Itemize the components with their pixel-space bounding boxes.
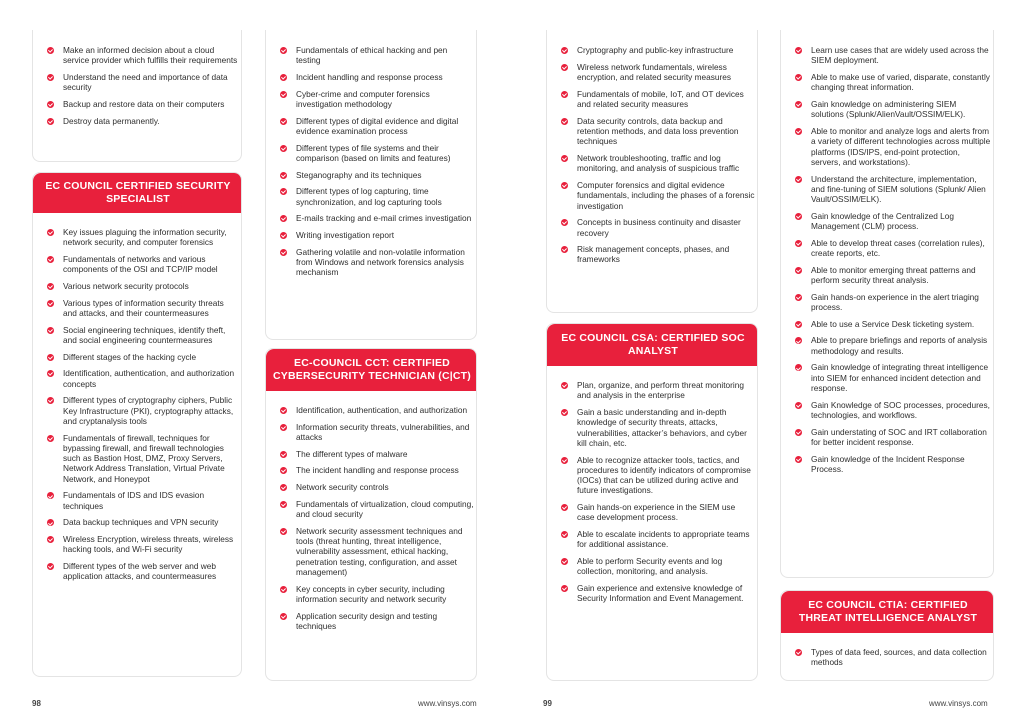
list-item — [266, 170, 474, 180]
csa-header: EC COUNCIL CSA: CERTIFIED SOC ANALYST — [547, 324, 758, 366]
list-item — [547, 502, 755, 523]
check-bullet-icon — [280, 172, 287, 179]
list-item-text: Fundamentals of IDS and IDS evasion techniques — [63, 490, 205, 511]
check-bullet-icon — [280, 91, 287, 98]
list-item-text: Types of data feed, sources, and data collection methods — [811, 647, 987, 668]
list-item — [266, 89, 474, 110]
list-item — [33, 433, 238, 484]
list-item-text: Fundamentals of ethical hacking and pen testing — [296, 45, 448, 66]
list-item-text: Gain a basic understanding and in-depth knowledge of security threats, attacks, vulnerabilities, attacker’s behaviors, and cyber kill chain, etc. — [577, 406, 747, 448]
list-item — [547, 583, 755, 604]
check-bullet-icon — [795, 429, 802, 436]
check-bullet-icon — [561, 91, 568, 98]
check-bullet-icon — [280, 47, 287, 54]
check-bullet-icon — [795, 74, 802, 81]
check-bullet-icon — [280, 528, 287, 535]
check-bullet-icon — [280, 586, 287, 593]
list-item — [266, 230, 474, 240]
check-bullet-icon — [280, 407, 287, 414]
list-item-text: Able to make use of varied, disparate, constantly changing threat information. — [811, 71, 990, 93]
check-bullet-icon — [561, 382, 568, 389]
check-bullet-icon — [795, 128, 802, 135]
list-item-text: Different stages of the hacking cycle — [63, 351, 197, 362]
check-bullet-icon — [280, 118, 287, 125]
list-item-text: Gain knowledge of the Incident Response Process. — [811, 453, 965, 474]
check-bullet-icon — [795, 402, 802, 409]
list-item — [547, 180, 755, 211]
list-item — [547, 45, 755, 55]
check-bullet-icon — [280, 215, 287, 222]
check-bullet-icon — [561, 504, 568, 511]
list-item-text: Cyber-crime and computer forensics investigation methodology — [296, 88, 430, 109]
left-website-link[interactable]: www.vinsys.com — [418, 699, 477, 708]
list-item — [266, 422, 474, 443]
list-item-text: Concepts in business continuity and disaster recovery — [577, 217, 741, 238]
list-item — [547, 380, 755, 401]
check-bullet-icon — [795, 364, 802, 371]
list-item-text: Able to monitor emerging threat patterns and perform security threat analysis. — [811, 264, 976, 286]
check-bullet-icon — [561, 64, 568, 71]
list-item — [781, 335, 991, 356]
list-item-text: Data backup techniques and VPN security — [63, 517, 219, 528]
list-item — [266, 45, 474, 66]
check-bullet-icon — [561, 409, 568, 416]
list-item-text: The incident handling and response process — [296, 465, 459, 476]
right-page-number: 99 — [543, 699, 552, 708]
list-item — [33, 298, 238, 319]
check-bullet-icon — [47, 256, 54, 263]
list-item — [266, 449, 474, 459]
cct-card — [265, 348, 477, 681]
list-item — [33, 534, 238, 555]
list-item — [266, 143, 474, 164]
list-item-text: Gain understating of SOC and IRT collaboration for better incident response. — [811, 426, 987, 447]
ecss-header: EC COUNCIL CERTIFIED SECURITY SPECIALIST — [33, 173, 242, 213]
check-bullet-icon — [47, 47, 54, 54]
check-bullet-icon — [280, 74, 287, 81]
col1-top-card — [32, 30, 242, 162]
check-bullet-icon — [795, 294, 802, 301]
list-item — [33, 517, 238, 527]
check-bullet-icon — [795, 213, 802, 220]
list-item-text: Network security controls — [296, 482, 389, 493]
check-bullet-icon — [795, 321, 802, 328]
list-item-text: Different types of file systems and their comparison (based on limits and features) — [296, 142, 451, 163]
list-item-text: Plan, organize, and perform threat monitoring and analysis in the enterprise — [577, 380, 744, 401]
list-item — [547, 217, 755, 238]
check-bullet-icon — [47, 300, 54, 307]
list-item-text: Different types of cryptography ciphers, Public Key Infrastructure (PKI), cryptography attacks, and cryptanalysis tools — [63, 395, 234, 426]
list-item-text: Key issues plaguing the information security, network security, and computer forensics — [63, 227, 227, 248]
list-item-text: Different types of digital evidence and digital evidence examination process — [296, 115, 459, 136]
list-item-text: Key concepts in cyber security, including information security and network security — [296, 583, 447, 604]
csa-list — [547, 380, 755, 610]
list-item — [266, 72, 474, 82]
check-bullet-icon — [561, 585, 568, 592]
list-item — [33, 352, 238, 362]
list-item-text: Gathering volatile and non-volatile information from Windows and network forensics analysis mechanism — [296, 246, 465, 278]
ctia-list — [781, 647, 991, 674]
list-item — [547, 89, 755, 110]
list-item — [266, 213, 474, 223]
list-item — [781, 265, 991, 286]
list-item — [547, 116, 755, 147]
check-bullet-icon — [561, 558, 568, 565]
list-item — [33, 561, 238, 582]
list-item-text: Gain experience and extensive knowledge of Security Information and Event Management. — [577, 583, 744, 604]
list-item — [781, 126, 991, 167]
list-item-text: Able to monitor and analyze logs and alerts from a variety of different technologies across multiple platforms (IDS/IPS, end-point protection, servers, and workstations). — [811, 125, 991, 167]
list-item-text: Wireless Encryption, wireless threats, wireless hacking tools, and Wi-Fi security — [63, 534, 234, 555]
list-item-text: Social engineering techniques, identify theft, and social engineering countermeasures — [63, 324, 226, 345]
list-item-text: Data security controls, data backup and retention methods, and data loss prevention techniques — [577, 115, 739, 147]
list-item-text: Information security threats, vulnerabilities, and attacks — [296, 421, 470, 442]
list-item-text: Identification, authentication, and authorization concepts — [63, 368, 235, 389]
list-item — [33, 325, 238, 346]
col2-top-list — [266, 45, 474, 284]
list-item — [266, 186, 474, 207]
list-item — [781, 454, 991, 475]
check-bullet-icon — [795, 101, 802, 108]
csa-card — [546, 323, 758, 681]
check-bullet-icon — [280, 188, 287, 195]
list-item — [547, 244, 755, 265]
check-bullet-icon — [47, 101, 54, 108]
list-item — [781, 45, 991, 66]
list-item — [266, 611, 474, 632]
check-bullet-icon — [561, 47, 568, 54]
ecss-card — [32, 172, 242, 677]
list-item — [781, 211, 991, 232]
list-item-text: Gain Knowledge of SOC processes, procedures, technologies, and workflows. — [811, 399, 990, 420]
list-item — [781, 362, 991, 393]
list-item — [266, 482, 474, 492]
list-item-text: Able to perform Security events and log collection, monitoring, and analysis. — [577, 556, 723, 577]
check-bullet-icon — [795, 267, 802, 274]
check-bullet-icon — [561, 182, 568, 189]
check-bullet-icon — [795, 337, 802, 344]
list-item-text: Different types of log capturing, time synchronization, and log capturing tools — [296, 186, 442, 207]
check-bullet-icon — [280, 484, 287, 491]
check-bullet-icon — [47, 519, 54, 526]
list-item-text: Understand the need and importance of data security — [63, 71, 228, 93]
list-item — [781, 400, 991, 421]
check-bullet-icon — [47, 283, 54, 290]
list-item-text: Gain knowledge of integrating threat intelligence into SIEM for enhanced incident detection and response. — [811, 362, 989, 394]
col2-top-card — [265, 30, 477, 340]
col1-top-list — [33, 45, 238, 132]
list-item-text: Network troubleshooting, traffic and log monitoring, and analysis of suspicious traffic — [577, 152, 740, 174]
check-bullet-icon — [47, 118, 54, 125]
list-item-text: Gain hands-on experience in the alert triaging process. — [811, 291, 979, 313]
ctia-header: EC COUNCIL CTIA: CERTIFIED THREAT INTELLIGENCE ANALYST — [781, 591, 994, 633]
check-bullet-icon — [47, 435, 54, 442]
list-item-text: Able to escalate incidents to appropriate teams for additional assistance. — [577, 529, 750, 550]
check-bullet-icon — [47, 563, 54, 570]
list-item — [266, 405, 474, 415]
list-item-text: Backup and restore data on their computers — [63, 98, 225, 109]
check-bullet-icon — [561, 531, 568, 538]
list-item-text: Identification, authentication, and authorization — [296, 405, 468, 415]
list-item — [781, 99, 991, 120]
list-item — [781, 174, 991, 205]
list-item — [266, 584, 474, 605]
check-bullet-icon — [47, 354, 54, 361]
check-bullet-icon — [47, 536, 54, 543]
list-item — [266, 247, 474, 278]
list-item — [33, 116, 238, 126]
check-bullet-icon — [795, 176, 802, 183]
check-bullet-icon — [561, 118, 568, 125]
check-bullet-icon — [795, 240, 802, 247]
list-item — [781, 292, 991, 313]
col3-top-list — [547, 45, 755, 271]
check-bullet-icon — [280, 249, 287, 256]
list-item-text: Destroy data permanently. — [63, 115, 160, 126]
list-item — [547, 62, 755, 83]
list-item — [33, 254, 238, 275]
ecss-list — [33, 227, 238, 588]
check-bullet-icon — [561, 457, 568, 464]
list-item-text: Fundamentals of mobile, IoT, and OT devices and related security measures — [577, 88, 744, 109]
list-item-text: Make an informed decision about a cloud service provider which fulfills their requirements — [63, 45, 238, 66]
list-item-text: Gain knowledge of the Centralized Log Management (CLM) process. — [811, 210, 954, 232]
list-item — [781, 647, 991, 668]
list-item-text: Application security design and testing techniques — [296, 610, 438, 631]
list-item — [266, 499, 474, 520]
list-item — [547, 529, 755, 550]
check-bullet-icon — [280, 501, 287, 508]
list-item-text: Cryptography and public-key infrastructure — [577, 45, 734, 55]
list-item-text: Able to use a Service Desk ticketing system. — [811, 318, 975, 329]
list-item-text: Computer forensics and digital evidence fundamentals, including the phases of a forensic investigation — [577, 179, 755, 211]
list-item-text: Learn use cases that are widely used across the SIEM deployment. — [811, 45, 989, 66]
list-item — [33, 490, 238, 511]
list-item — [547, 556, 755, 577]
list-item-text: Different types of the web server and web application attacks, and countermeasures — [63, 561, 217, 582]
list-item — [266, 465, 474, 475]
list-item-text: Fundamentals of firewall, techniques for bypassing firewall, and firewall technologies such as Bastion Host, DMZ, Proxy Servers, Network Address Translation, Virtual Private Network, and Honeypot — [63, 432, 225, 484]
check-bullet-icon — [795, 47, 802, 54]
list-item — [33, 395, 238, 426]
list-item — [33, 99, 238, 109]
list-item — [33, 227, 238, 248]
check-bullet-icon — [795, 456, 802, 463]
list-item — [547, 455, 755, 496]
cct-header: EC-COUNCIL CCT: CERTIFIED CYBERSECURITY TECHNICIAN (C|CT) — [266, 349, 477, 391]
list-item-text: Able to prepare briefings and reports of analysis methodology and results. — [811, 335, 988, 356]
check-bullet-icon — [47, 370, 54, 377]
right-website-link[interactable]: www.vinsys.com — [929, 699, 988, 708]
check-bullet-icon — [47, 74, 54, 81]
list-item — [266, 116, 474, 137]
list-item-text: Various network security protocols — [63, 280, 189, 291]
col4-top-list — [781, 45, 991, 481]
check-bullet-icon — [47, 327, 54, 334]
col3-top-card — [546, 30, 758, 313]
list-item — [781, 427, 991, 448]
list-item — [781, 238, 991, 259]
list-item-text: Various types of information security threats and attacks, and their countermeasures — [63, 297, 224, 318]
check-bullet-icon — [280, 451, 287, 458]
check-bullet-icon — [280, 424, 287, 431]
list-item — [266, 526, 474, 577]
list-item-text: Incident handling and response process — [296, 71, 443, 82]
ctia-card — [780, 590, 994, 681]
check-bullet-icon — [47, 229, 54, 236]
check-bullet-icon — [47, 492, 54, 499]
list-item — [33, 45, 238, 66]
list-item-text: Gain knowledge on administering SIEM solutions (Splunk/AlienVault/OSSIM/ELK). — [811, 98, 966, 120]
list-item-text: Fundamentals of virtualization, cloud computing, and cloud security — [296, 498, 474, 520]
list-item-text: The different types of malware — [296, 448, 408, 459]
list-item-text: Steganography and its techniques — [296, 169, 422, 180]
list-item-text: Network security assessment techniques and tools (threat hunting, threat intelligence, vulnerability assessment, ethical hacking, penetration testing, configuration, and asset management) — [296, 525, 463, 577]
list-item-text: Wireless network fundamentals, wireless encryption, and related security measures — [577, 61, 732, 82]
list-item-text: Gain hands-on experience in the SIEM use case development process. — [577, 502, 736, 523]
list-item — [547, 407, 755, 448]
list-item-text: Writing investigation report — [296, 229, 395, 240]
list-item — [33, 72, 238, 93]
list-item-text: Risk management concepts, phases, and frameworks — [577, 244, 730, 265]
check-bullet-icon — [280, 467, 287, 474]
list-item-text: Fundamentals of networks and various components of the OSI and TCP/IP model — [63, 253, 218, 275]
check-bullet-icon — [47, 397, 54, 404]
list-item — [781, 319, 991, 329]
col4-top-card — [780, 30, 994, 578]
list-item-text: E-mails tracking and e-mail crimes investigation — [296, 213, 472, 224]
check-bullet-icon — [561, 246, 568, 253]
check-bullet-icon — [280, 145, 287, 152]
list-item — [33, 281, 238, 291]
check-bullet-icon — [280, 232, 287, 239]
list-item — [33, 368, 238, 389]
list-item-text: Understand the architecture, implementation, and fine-tuning of SIEM solutions (Splunk/ Alien Vault/OSSIM/ELK). — [811, 173, 986, 205]
check-bullet-icon — [795, 649, 802, 656]
list-item-text: Able to recognize attacker tools, tactics, and procedures to identify indicators of compromise (IOCs) that can be utilized during active and future investigations. — [577, 454, 751, 496]
left-page-number: 98 — [32, 699, 41, 708]
cct-list — [266, 405, 474, 638]
check-bullet-icon — [561, 155, 568, 162]
list-item-text: Able to develop threat cases (correlation rules), create reports, etc. — [811, 237, 985, 259]
list-item — [781, 72, 991, 93]
check-bullet-icon — [280, 613, 287, 620]
check-bullet-icon — [561, 219, 568, 226]
list-item — [547, 153, 755, 174]
